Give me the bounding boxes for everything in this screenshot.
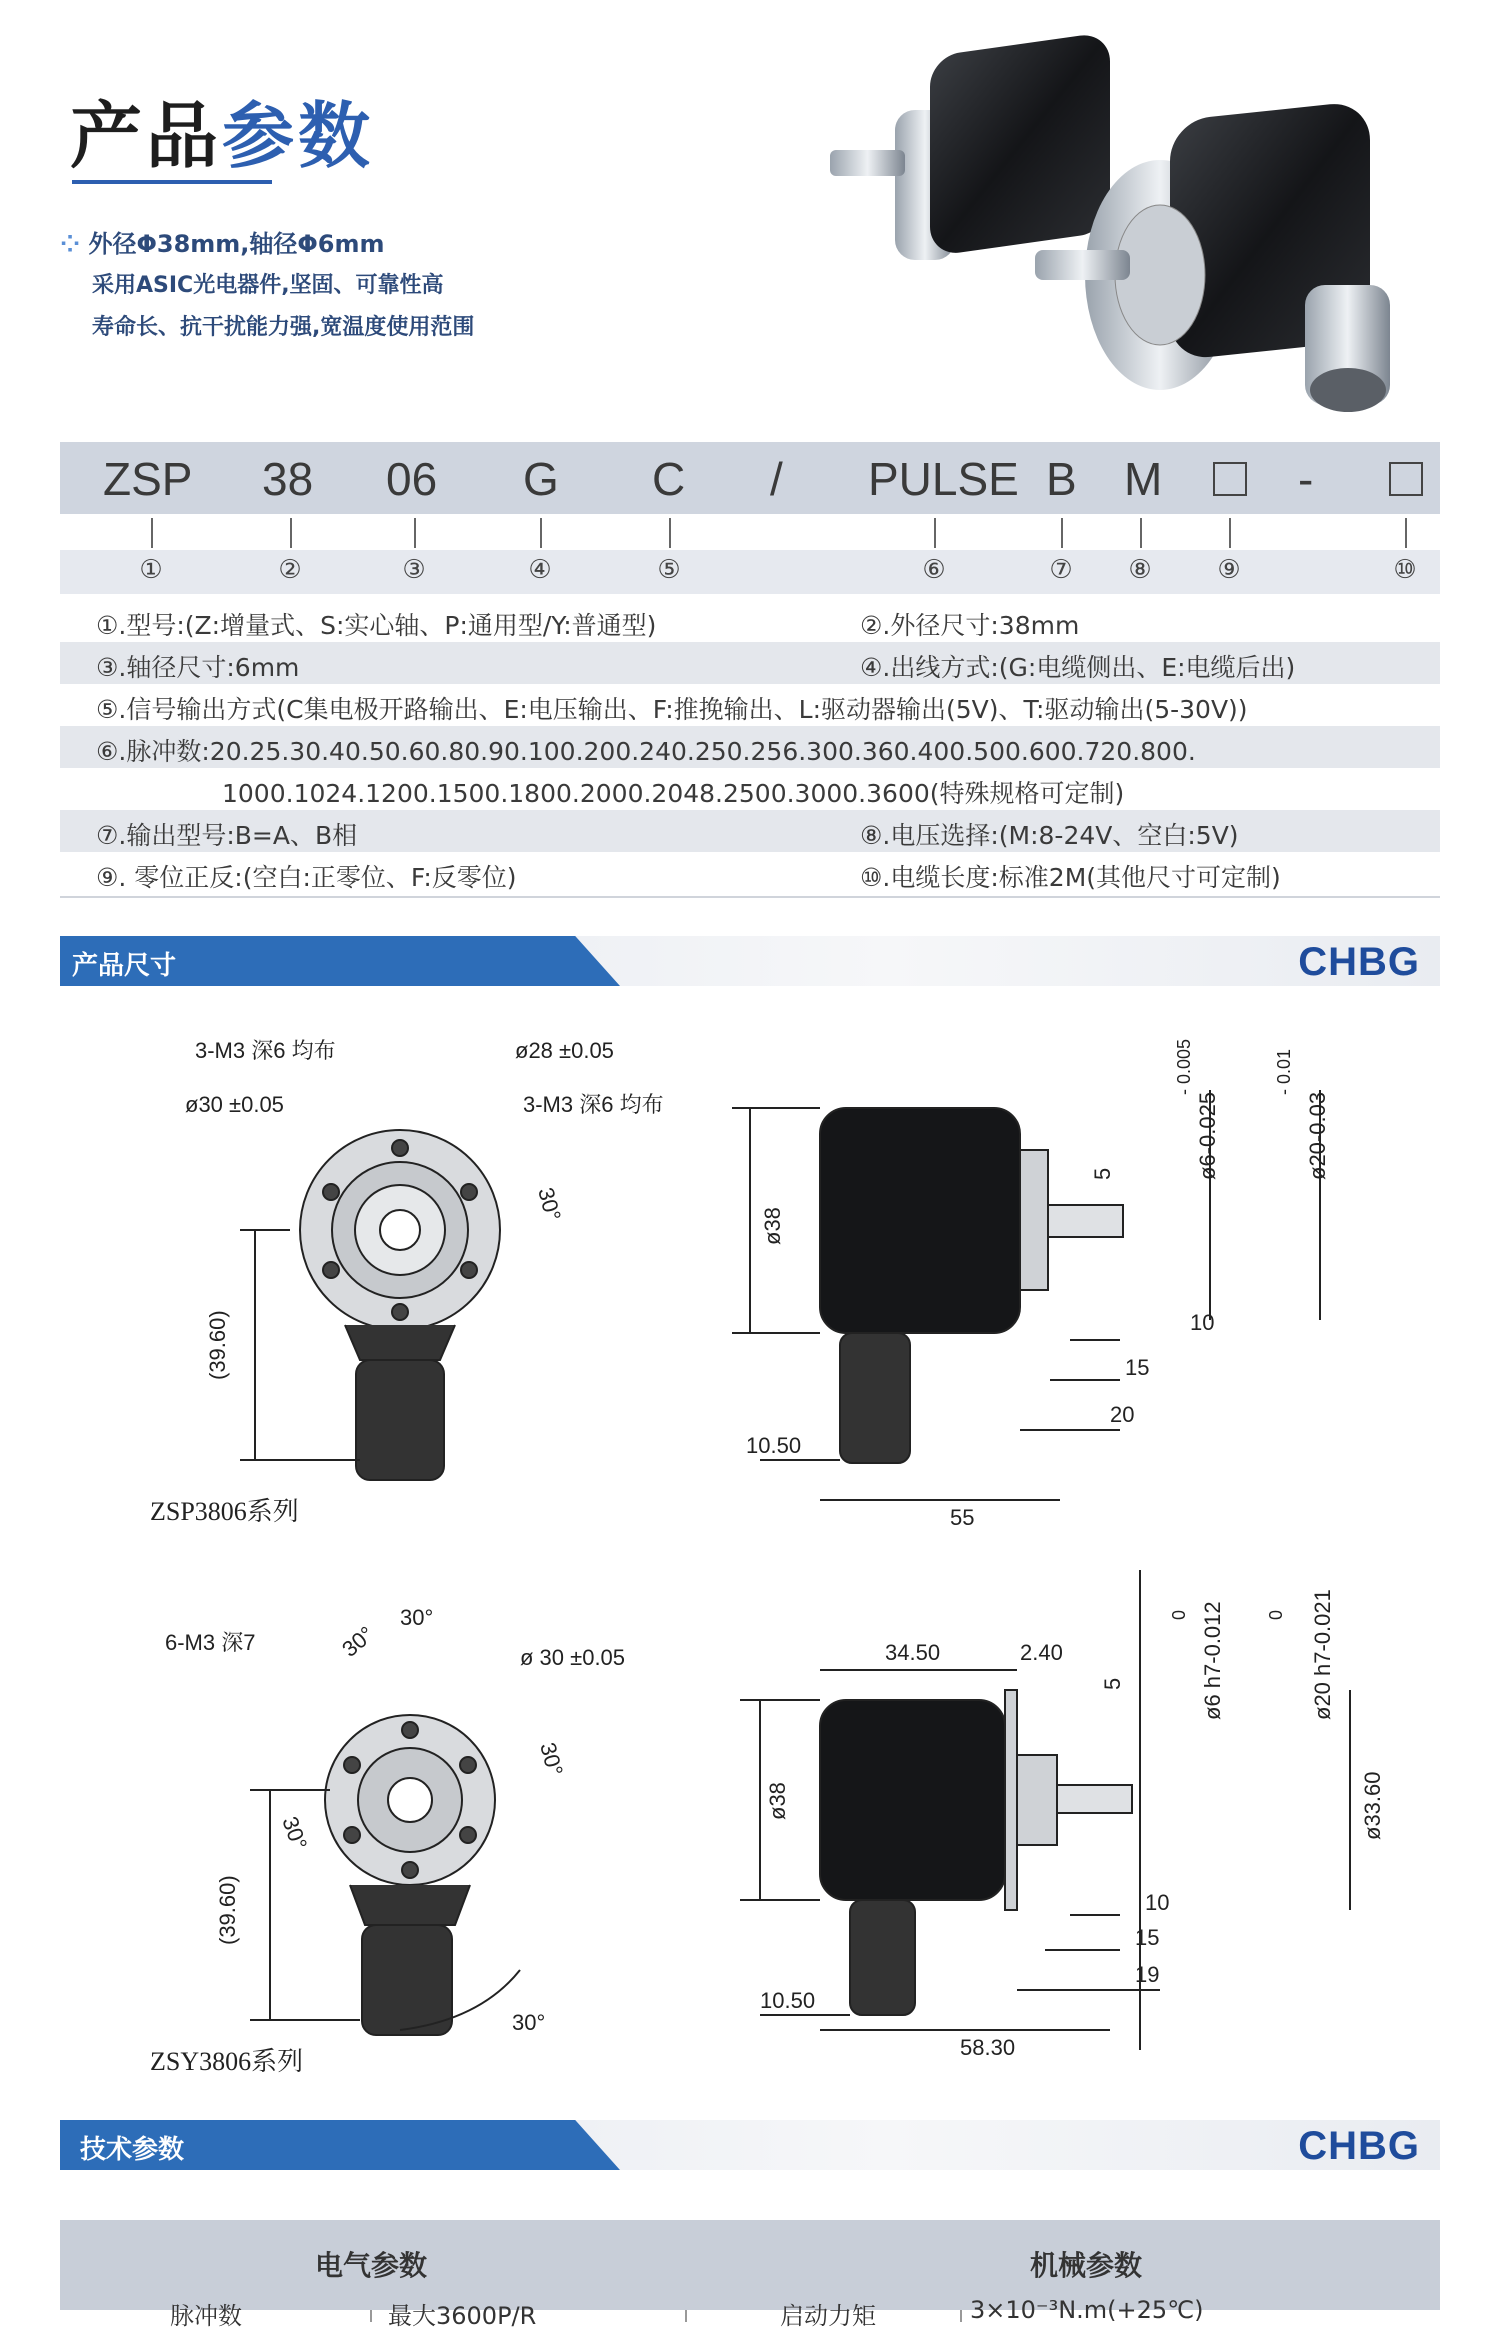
dim-label: 6-M3 深7 [165, 1630, 256, 1655]
code-part: G [523, 453, 559, 505]
desc-row: ⑦.输出型号:B=A、B相 ⑧.电压选择:(M:8-24V、空白:5V) [60, 810, 1440, 852]
bullet-icon: ⁘ [60, 230, 81, 258]
spec-table-row: 脉冲数 最大3600P/R 启动力矩 3×10⁻³N.m(+25℃) [60, 2310, 1440, 2322]
dim-label: 15 [1125, 1355, 1150, 1380]
code-tick [414, 518, 416, 548]
series-label: ZSP3806系列 [150, 1497, 299, 1526]
dim-label: 58.30 [960, 2035, 1016, 2060]
dim-label: 5 [1100, 1677, 1125, 1690]
dim-label: 2.40 [1020, 1640, 1063, 1665]
code-index: ⑧ [1128, 555, 1152, 585]
code-tick [540, 518, 542, 548]
divider [60, 896, 1440, 898]
brand-logo: CHBG [1298, 940, 1420, 984]
desc-row: ⑤.信号输出方式(C集电极开路输出、E:电压输出、F:推挽输出、L:驱动器输出(5V)、T:驱动输出(5-30V)) [96, 695, 1248, 724]
dim-label: - 0.01 [1274, 1048, 1294, 1095]
code-blank-box [1389, 462, 1423, 496]
code-tick [151, 518, 153, 548]
electrical-header: 电气参数 [315, 2249, 428, 2282]
dim-label: ø20 h7-0.021 [1310, 1589, 1335, 1720]
dim-label: 20 [1110, 1402, 1135, 1427]
dim-label: ø 30 ±0.05 [520, 1645, 626, 1670]
dim-label: ø20-0.03 [1305, 1091, 1330, 1180]
dim-label: 0 [1266, 1609, 1286, 1620]
code-tick [669, 518, 671, 548]
code-tick [1140, 518, 1142, 548]
code-index: ⑩ [1393, 555, 1417, 585]
code-tick [1229, 518, 1231, 548]
dim-label: 5 [1090, 1167, 1115, 1180]
desc-row: ⑨. 零位正反:(空白:正零位、F:反零位) ⑩.电缆长度:标准2M(其他尺寸可定制) [96, 863, 1281, 892]
code-part: / [770, 453, 783, 505]
dim-label: 3-M3 深6 均布 [523, 1092, 664, 1117]
feature-line-3: 寿命长、抗干扰能力强,宽温度使用范围 [92, 315, 475, 340]
page-title [70, 78, 374, 182]
dim-label: 0 [1169, 1609, 1189, 1620]
dim-label: ø28 ±0.05 [515, 1038, 614, 1063]
code-index: ③ [402, 555, 426, 585]
front-view [250, 1715, 520, 2035]
code-part: PULSE [868, 453, 1019, 505]
dimension-drawing-zsy [60, 1550, 1460, 2076]
feature-line-2: 采用ASIC光电器件,坚固、可靠性高 [92, 273, 444, 298]
code-blank-box [1213, 462, 1247, 496]
section-banner-tech [60, 2120, 1440, 2170]
title-black: 产品 [70, 94, 223, 178]
dim-label: 30° [337, 1621, 379, 1662]
dim-label: 30° [533, 1184, 566, 1224]
front-view [240, 1130, 500, 1480]
feature-line-1: ⁘ 外径Φ38mm,轴径Φ6mm [60, 230, 385, 258]
code-part: C [652, 453, 686, 505]
code-index: ⑨ [1217, 555, 1241, 585]
dim-label: 10.50 [760, 1988, 816, 2013]
dim-label: 10 [1190, 1310, 1215, 1335]
code-index: ② [278, 555, 302, 585]
code-tick [1061, 518, 1063, 548]
code-index: ⑥ [922, 555, 946, 585]
dim-label: ø33.60 [1360, 1771, 1385, 1840]
dim-label: ø38 [765, 1782, 790, 1820]
code-index: ① [139, 555, 163, 585]
dim-label: 19 [1135, 1962, 1160, 1987]
code-part: B [1046, 453, 1077, 505]
brand-logo: CHBG [1298, 2124, 1420, 2168]
desc-row: ⑥.脉冲数:20.25.30.40.50.60.80.90.100.200.240.250.256.300.360.400.500.600.720.800. [60, 726, 1440, 768]
dim-label: 34.50 [885, 1640, 941, 1665]
dim-label: 15 [1135, 1925, 1160, 1950]
dim-label: 30° [535, 1739, 568, 1779]
dim-label: 10 [1145, 1890, 1170, 1915]
mechanical-header: 机械参数 [1030, 2249, 1143, 2282]
spec-table-header [60, 2220, 1440, 2310]
code-tick [934, 518, 936, 548]
dim-label: 55 [950, 1505, 975, 1530]
section-title: 产品尺寸 [72, 951, 177, 981]
desc-row: 1000.1024.1200.1500.1800.2000.2048.2500.3000.3600(特殊规格可定制) [222, 779, 1125, 808]
desc-row: ③.轴径尺寸:6mm ④.出线方式:(G:电缆侧出、E:电缆后出) [60, 642, 1440, 684]
product-photo [800, 50, 1440, 420]
dim-label: 30° [277, 1813, 313, 1853]
code-tick [1405, 518, 1407, 548]
section-title: 技术参数 [80, 2135, 185, 2165]
desc-row: ①.型号:(Z:增量式、S:实心轴、P:通用型/Y:普通型) ②.外径尺寸:38mm [96, 611, 1080, 640]
code-index: ④ [528, 555, 552, 585]
dim-label: 10.50 [746, 1433, 802, 1458]
dim-label: ø30 ±0.05 [185, 1092, 284, 1117]
side-view [732, 1090, 1320, 1500]
section-banner-dimensions [60, 936, 1440, 986]
code-part: 06 [386, 453, 438, 505]
title-underline [72, 180, 272, 184]
series-label: ZSY3806系列 [150, 2047, 304, 2076]
code-index: ⑦ [1049, 555, 1073, 585]
dim-label: (39.60) [215, 1875, 240, 1945]
code-part: M [1124, 453, 1163, 505]
code-index: ⑤ [657, 555, 681, 585]
dim-label: (39.60) [205, 1310, 230, 1380]
code-tick [290, 518, 292, 548]
title-blue: 参数 [222, 94, 375, 178]
dim-label: 3-M3 深6 均布 [195, 1038, 336, 1063]
dimension-drawing-zsp [60, 1020, 1460, 1540]
dim-label: ø6 h7-0.012 [1200, 1601, 1225, 1720]
code-part: - [1298, 453, 1314, 505]
dim-label: 30° [512, 2010, 546, 2035]
dim-label: ø38 [760, 1207, 785, 1245]
code-part: 38 [262, 453, 314, 505]
dim-label: ø6-0.025 [1195, 1091, 1220, 1180]
code-part: ZSP [103, 453, 193, 505]
dim-label: 30° [400, 1605, 434, 1630]
dim-label: - 0.005 [1174, 1038, 1194, 1095]
